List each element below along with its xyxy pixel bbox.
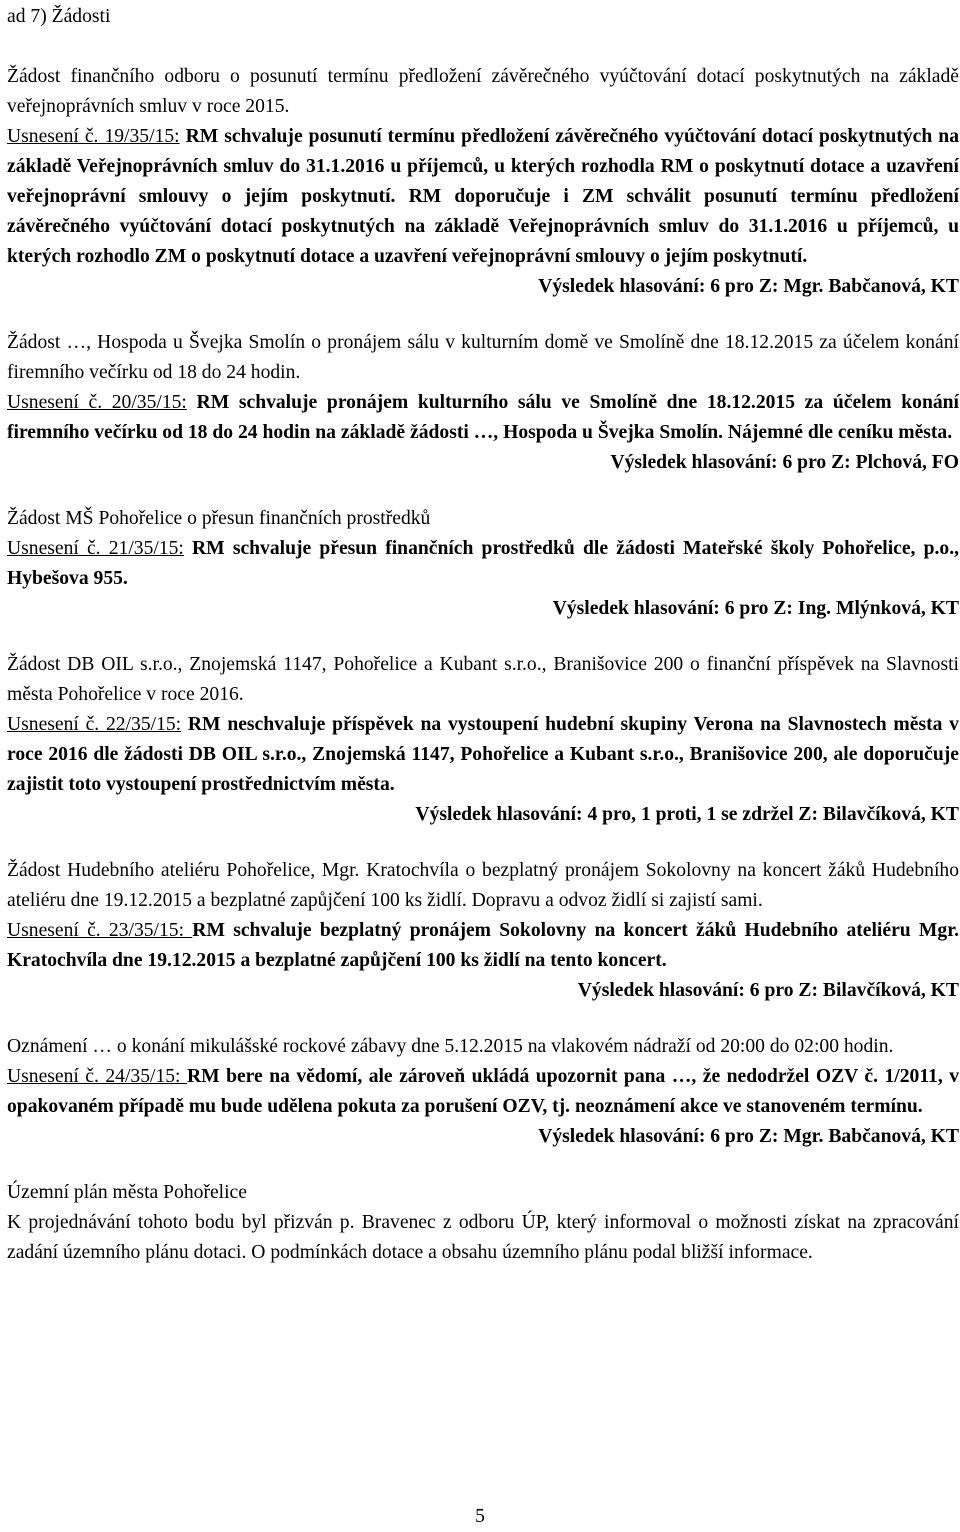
resolution bbox=[7, 388, 959, 448]
vote-result: Výsledek hlasování: 6 pro Z: Mgr. Babčanová, KT bbox=[538, 276, 959, 297]
request-text: Žádost Hudebního ateliéru Pohořelice, Mgr. Kratochvíla o bezplatný pronájem Sokolovny na koncert žáků Hudebního ateliéru dne 19.12.2015 a bezplatné zapůjčení 100 ks židlí. Dopravu a odvoz židlí si zajistí sami. bbox=[7, 860, 959, 911]
resolution-label: Usnesení č. 19/35/15: bbox=[7, 126, 180, 147]
spacer bbox=[7, 32, 959, 62]
resolution-text: RM schvaluje pronájem kulturního sálu ve Smolíně dne 18.12.2015 za účelem konání firemního večírku od 18 do 24 hodin na základě žádosti …, Hospoda u Švejka Smolín. Nájemné dle ceníku města. bbox=[7, 392, 960, 443]
resolution bbox=[7, 710, 959, 800]
resolution-label: Usnesení č. 23/35/15: bbox=[7, 920, 193, 941]
final-section-title: Územní plán města Pohořelice bbox=[7, 1182, 247, 1203]
spacer bbox=[7, 830, 959, 856]
vote-result: Výsledek hlasování: 6 pro Z: Mgr. Babčanová, KT bbox=[538, 1126, 959, 1147]
vote-result: Výsledek hlasování: 6 pro Z: Plchová, FO bbox=[610, 452, 959, 473]
resolution bbox=[7, 122, 959, 272]
vote-result: Výsledek hlasování: 6 pro Z: Bilavčíková, KT bbox=[577, 980, 959, 1001]
vote-result: Výsledek hlasování: 4 pro, 1 proti, 1 se zdržel Z: Bilavčíková, KT bbox=[415, 804, 959, 825]
spacer bbox=[7, 624, 959, 650]
resolution-text: RM bere na vědomí, ale zároveň ukládá upozornit pana …, že nedodržel OZV č. 1/2011, v opakovaném případě mu bude udělena pokuta za porušení OZV, tj. neoznámení akce ve stanoveném termínu. bbox=[7, 1066, 959, 1117]
resolution-text: RM schvaluje bezplatný pronájem Sokolovny na koncert žáků Hudebního ateliéru Mgr. Kratochvíla dne 19.12.2015 a bezplatné zapůjčení 100 ks židlí na tento koncert. bbox=[7, 920, 959, 971]
section-heading: ad 7) Žádosti bbox=[7, 6, 111, 27]
resolution bbox=[7, 1062, 959, 1122]
resolution-label: Usnesení č. 21/35/15: bbox=[7, 538, 184, 559]
request-text: Žádost …, Hospoda u Švejka Smolín o pronájem sálu v kulturním domě ve Smolíně dne 18.12.2015 za účelem konání firemního večírku od 18 do 24 hodin. bbox=[7, 332, 959, 383]
spacer bbox=[7, 478, 959, 504]
request-text: Žádost finančního odboru o posunutí termínu předložení závěrečného vyúčtování dotací poskytnutých na základě veřejnoprávních smluv v roce 2015. bbox=[7, 66, 959, 117]
resolution bbox=[7, 916, 959, 976]
request-text: Žádost MŠ Pohořelice o přesun finančních prostředků bbox=[7, 508, 431, 529]
resolution-text: RM neschvaluje příspěvek na vystoupení hudební skupiny Verona na Slavnostech města v roce 2016 dle žádosti DB OIL s.r.o., Znojemská 1147, Pohořelice a Kubant s.r.o., Branišovice 200, ale doporučuje zajistit toto vystoupení prostřednictvím města. bbox=[7, 714, 959, 795]
request-text: Oznámení … o konání mikulášské rockové zábavy dne 5.12.2015 na vlakovém nádraží od 20:00 do 02:00 hodin. bbox=[7, 1036, 894, 1057]
resolution-label: Usnesení č. 24/35/15: bbox=[7, 1066, 187, 1087]
resolution-text: RM schvaluje posunutí termínu předložení závěrečného vyúčtování dotací poskytnutých na základě Veřejnoprávních smluv do 31.1.2016 u příjemců, u kterých rozhodla RM o poskytnutí dotace a uzavření veřejnoprávní smlouvy o jejím poskytnutí. RM doporučuje i ZM schválit posunutí termínu předložení závěrečného vyúčtování dotací poskytnutých na základě Veřejnoprávních smluv do 31.1.2016 u příjemců, u kterých rozhodlo ZM o poskytnutí dotace a uzavření veřejnoprávní smlouvy o jejím poskytnutí. bbox=[7, 126, 959, 267]
document-page bbox=[7, 0, 959, 1268]
page-number: 5 bbox=[475, 1506, 485, 1527]
resolution-label: Usnesení č. 20/35/15: bbox=[7, 392, 187, 413]
spacer bbox=[7, 1006, 959, 1032]
resolution bbox=[7, 534, 959, 594]
spacer bbox=[7, 302, 959, 328]
spacer bbox=[7, 1152, 959, 1178]
vote-result: Výsledek hlasování: 6 pro Z: Ing. Mlýnková, KT bbox=[552, 598, 959, 619]
request-text: Žádost DB OIL s.r.o., Znojemská 1147, Pohořelice a Kubant s.r.o., Branišovice 200 o finanční příspěvek na Slavnosti města Pohořelice v roce 2016. bbox=[7, 654, 959, 705]
resolution-text: RM schvaluje přesun finančních prostředků dle žádosti Mateřské školy Pohořelice, p.o., Hybešova 955. bbox=[7, 538, 959, 589]
resolution-label: Usnesení č. 22/35/15: bbox=[7, 714, 182, 735]
final-section-text: K projednávání tohoto bodu byl přizván p. Bravenec z odboru ÚP, který informoval o možnosti získat na zpracování zadání územního plánu dotaci. O podmínkách dotace a obsahu územního plánu podal bližší informace. bbox=[7, 1212, 959, 1263]
